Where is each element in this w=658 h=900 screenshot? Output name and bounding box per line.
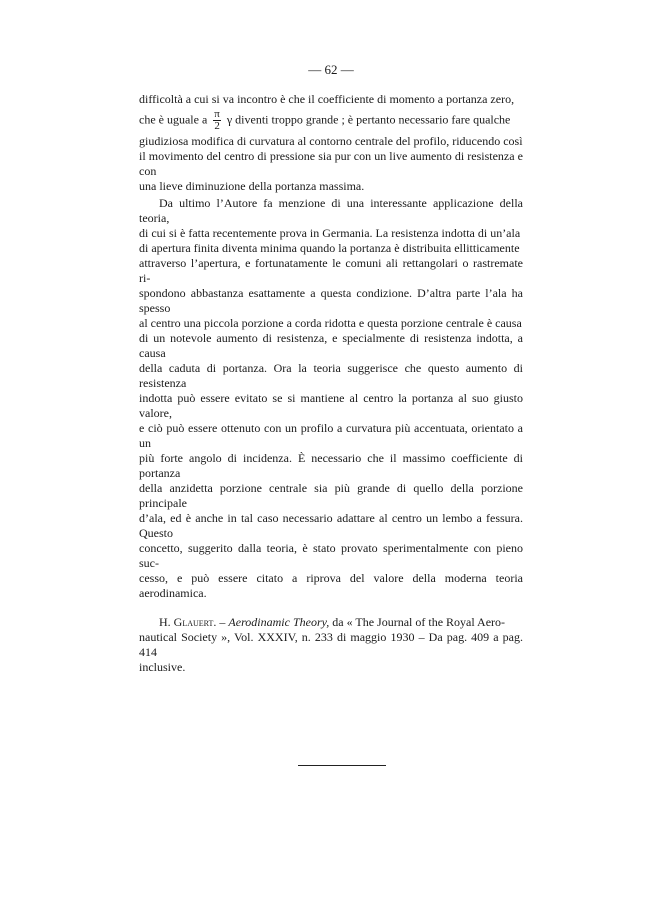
text: da « The Journal of the Royal Aero- [329, 615, 506, 629]
text-line: della anzidetta porzione centrale sia più grande di quello della porzione principale [139, 481, 523, 510]
text-line: di un notevole aumento di resistenza, e specialmente di resistenza indotta, a causa [139, 331, 523, 360]
text-line: spondono abbastanza esattamente a questa condizione. D’altra parte l’ala ha spesso [139, 286, 523, 315]
text-line: concetto, suggerito dalla teoria, è stato provato sperimentalmente con pieno suc- [139, 541, 523, 570]
citation-line [139, 615, 523, 630]
page-number: — 62 — [308, 62, 354, 77]
text-line: e ciò può essere ottenuto con un profilo a curvatura più accentuata, orientato a un [139, 421, 523, 450]
citation-line: nautical Society », Vol. XXXIV, n. 233 di maggio 1930 – Da pag. 409 a pag. 414 [139, 630, 523, 659]
paragraph-1 [139, 92, 523, 194]
text-line-with-fraction [139, 107, 523, 134]
denominator: 2 [214, 120, 220, 132]
numerator: π [214, 108, 220, 120]
text: γ diventi troppo grande ; è pertanto necessario fare qualche [226, 112, 511, 127]
fraction-pi-over-2 [213, 109, 221, 132]
citation-line: inclusive. [139, 660, 186, 674]
paragraph-2 [139, 196, 523, 601]
citation-author: H. Glauert. [159, 615, 217, 629]
citation-title: Aerodinamic Theory, [228, 615, 330, 629]
text-line: di apertura finita diventa minima quando la portanza è distribuita ellitticamente [139, 241, 520, 255]
text-line: di cui si è fatta recentemente prova in Germania. La resistenza indotta di un’ala [139, 226, 521, 240]
text-line: difficoltà a cui si va incontro è che il coefficiente di momento a portanza zero, [139, 92, 515, 106]
page [139, 0, 523, 766]
section-divider [298, 765, 386, 766]
text: che è uguale a [139, 112, 208, 127]
text-line: una lieve diminuzione della portanza massima. [139, 179, 365, 193]
text-line: attraverso l’apertura, e fortunatamente le comuni ali rettangolari o rastremate ri- [139, 256, 523, 285]
text-line: giudiziosa modifica di curvatura al contorno centrale del profilo, riducendo così [139, 134, 523, 148]
text-line: indotta può essere evitato se si mantiene al centro la portanza al suo giusto valore, [139, 391, 523, 420]
text-line: più forte angolo di incidenza. È necessario che il massimo coefficiente di portanza [139, 451, 523, 480]
text-line: al centro una piccola porzione a corda ridotta e questa porzione centrale è causa [139, 316, 522, 330]
text-line: della caduta di portanza. Ora la teoria suggerisce che questo aumento di resistenza [139, 361, 523, 390]
text-line: il movimento del centro di pressione sia pur con un live aumento di resistenza e con [139, 149, 523, 178]
text-line: Da ultimo l’Autore fa menzione di una interessante applicazione della teoria, [139, 196, 523, 225]
text: – [216, 615, 229, 629]
text-line: cesso, e può essere citato a riprova del valore della moderna teoria aerodinamica. [139, 571, 523, 600]
citation [139, 615, 523, 675]
text-line: d’ala, ed è anche in tal caso necessario adattare al centro un lembo a fessura. Questo [139, 511, 523, 540]
